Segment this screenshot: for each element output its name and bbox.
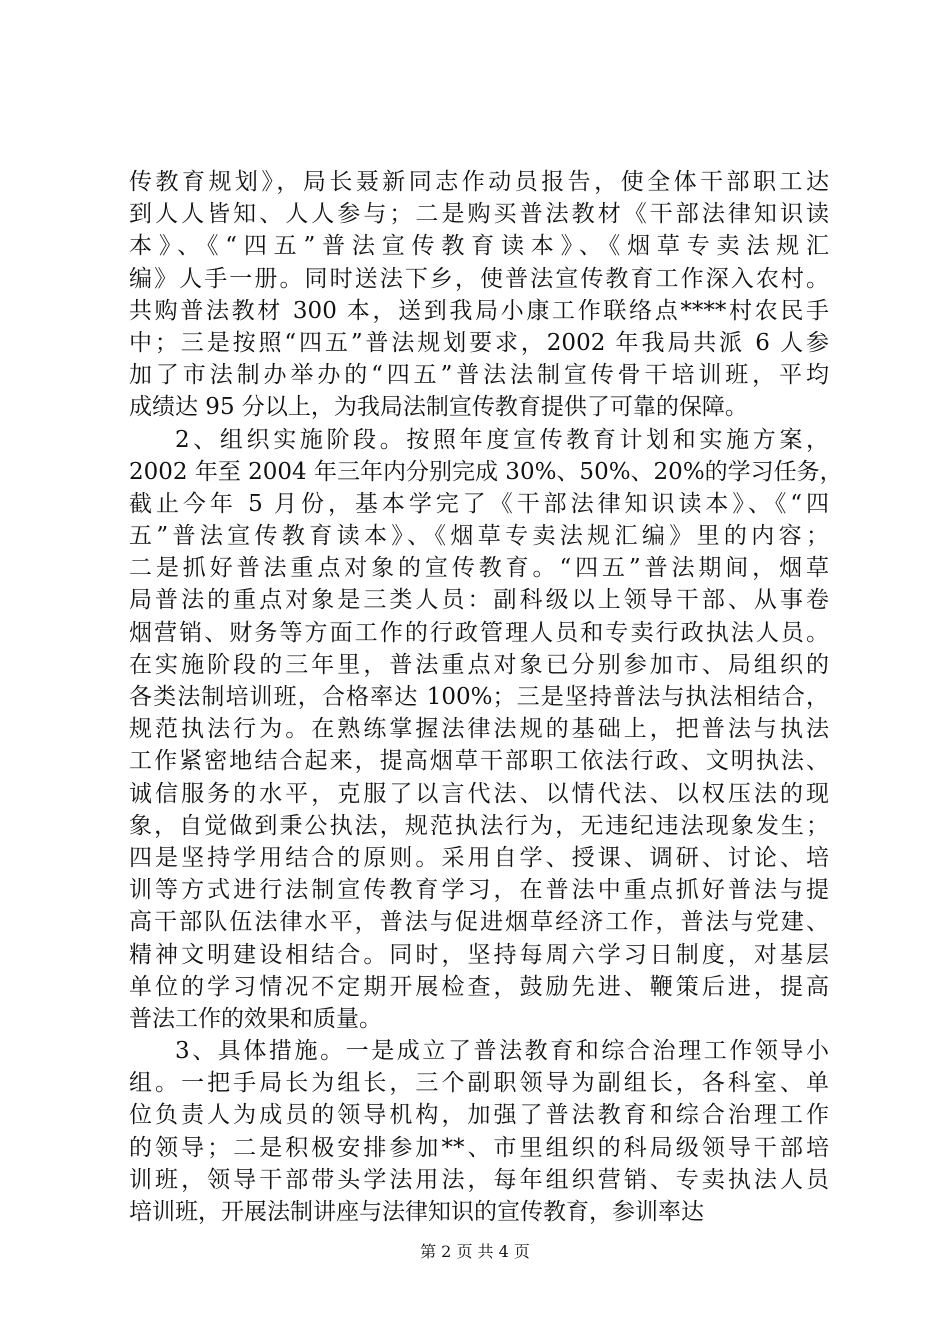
paragraph: [129, 1035, 829, 1228]
text-line: 中；三是按照“四五”普法规划要求，2002 年我局共派 6 人参: [129, 329, 829, 356]
text-line: 象，自觉做到秉公执法，规范执法行为，无违纪违法现象发生；: [129, 812, 829, 839]
text-line: 四是坚持学用结合的原则。采用自学、授课、调研、讨论、培: [129, 844, 829, 871]
text-line: 单位的学习情况不定期开展检查，鼓励先进、鞭策后进，提高: [129, 973, 829, 1000]
text-line: 3、具体措施。一是成立了普法教育和综合治理工作领导小: [175, 1038, 829, 1065]
text-line: 编》人手一册。同时送法下乡，使普法宣传教育工作深入农村。: [129, 265, 829, 292]
text-line: 局普法的重点对象是三类人员：副科级以上领导干部、从事卷: [129, 587, 829, 614]
text-line: 各类法制培训班，合格率达 100%；三是坚持普法与执法相结合，: [129, 684, 829, 710]
text-line: 的领导；二是积极安排参加**、市里组织的科局级领导干部培: [129, 1134, 829, 1161]
text-line: 工作紧密地结合起来，提高烟草干部职工依法行政、文明执法、: [129, 748, 829, 775]
text-line: 高干部队伍法律水平，普法与促进烟草经济工作，普法与党建、: [129, 909, 829, 936]
text-line: 在实施阶段的三年里，普法重点对象已分别参加市、局组织的: [129, 651, 829, 678]
text-line: 二是抓好普法重点对象的宣传教育。“四五”普法期间，烟草: [129, 555, 829, 582]
text-line: 本》、《“四五”普法宣传教育读本》、《烟草专卖法规汇: [129, 233, 829, 260]
text-line: 加了市法制办举办的“四五”普法法制宣传骨干培训班，平均: [129, 362, 829, 389]
text-line: 2、组织实施阶段。按照年度宣传教育计划和实施方案，: [175, 426, 829, 453]
text-line: 普法工作的效果和质量。: [129, 1005, 382, 1032]
text-line: 烟营销、财务等方面工作的行政管理人员和专卖行政执法人员。: [129, 619, 829, 646]
text-line: 截止今年 5 月份，基本学完了《干部法律知识读本》、《“四: [129, 490, 829, 517]
text-line: 2002 年至 2004 年三年内分别完成 30%、50%、20%的学习任务，: [129, 458, 843, 485]
text-line: 位负责人为成员的领导机构，加强了普法教育和综合治理工作: [129, 1102, 829, 1129]
text-line: 培训班，开展法制讲座与法律知识的宣传教育，参训率达: [129, 1199, 704, 1225]
text-line: 精神文明建设相结合。同时，坚持每周六学习日制度，对基层: [129, 941, 829, 968]
paragraph: [129, 166, 829, 424]
text-line: 五”普法宣传教育读本》、《烟草专卖法规汇编》里的内容；: [129, 523, 829, 550]
text-line: 规范执法行为。在熟练掌握法律法规的基础上，把普法与执法: [129, 716, 829, 743]
text-line: 训班，领导干部带头学法用法，每年组织营销、专卖执法人员: [129, 1166, 829, 1193]
document-body: [129, 166, 843, 1228]
text-line: 训等方式进行法制宣传教育学习，在普法中重点抓好普法与提: [129, 877, 829, 904]
text-line: 到人人皆知、人人参与；二是购买普法教材《干部法律知识读: [129, 201, 829, 228]
text-line: 组。一把手局长为组长，三个副职领导为副组长，各科室、单: [129, 1070, 829, 1097]
paragraph: [129, 424, 843, 1036]
text-line: 共购普法教材 300 本，送到我局小康工作联络点****村农民手: [129, 297, 829, 324]
text-line: 传教育规划》，局长聂新同志作动员报告，使全体干部职工达: [129, 169, 829, 195]
text-line: 成绩达 95 分以上，为我局法制宣传教育提供了可靠的保障。: [129, 394, 748, 421]
page-footer: 第 2 页 共 4 页: [420, 1242, 530, 1261]
text-line: 诚信服务的水平，克服了以言代法、以情代法、以权压法的现: [129, 780, 829, 807]
